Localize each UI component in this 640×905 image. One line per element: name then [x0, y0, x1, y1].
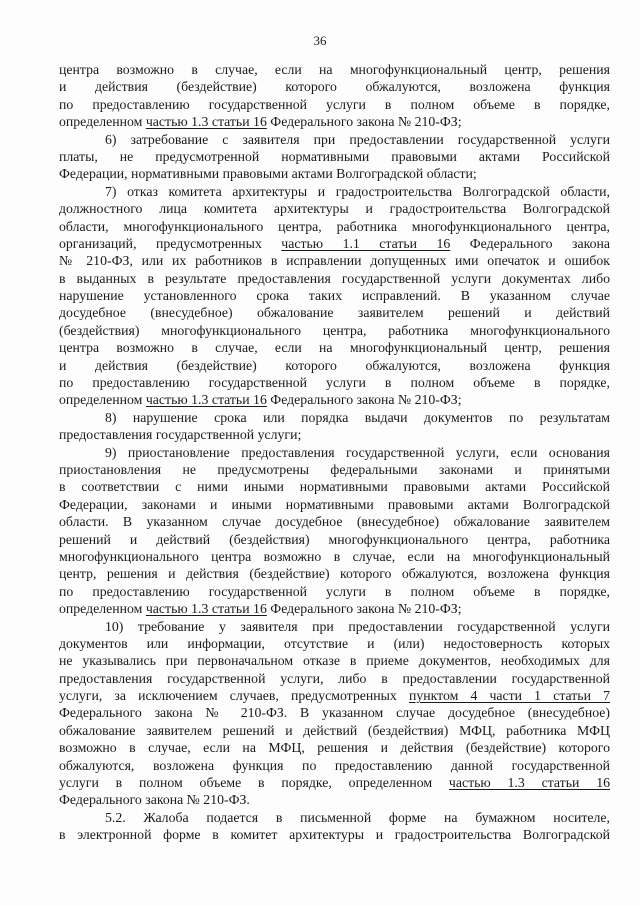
- text-span: Федерального закона № 210-ФЗ. В указанном случае досудебное (внесудебное): [59, 705, 610, 721]
- text-span: определенном: [59, 392, 146, 408]
- text-line: [59, 461, 610, 478]
- text-line: [59, 687, 610, 704]
- text-span: и действия (бездействие) которого обжалуются, возложена функция: [59, 79, 610, 95]
- law-reference-link[interactable]: пунктом 4 части 1 статьи 7: [408, 688, 610, 704]
- text-line: [59, 478, 610, 495]
- text-line: [59, 809, 610, 826]
- text-span: № 210-ФЗ, или их работников в исправлении допущенных ими опечаток и ошибок: [59, 253, 610, 269]
- text-span: обжалование заявителем решений и действий (бездействия) МФЦ, работника МФЦ: [59, 722, 610, 738]
- text-span: 5.2. Жалоба подается в письменной форме на бумажном носителе,: [105, 809, 610, 825]
- text-span: платы, не предусмотренной нормативными правовыми актами Российской: [59, 148, 610, 164]
- text-line: [59, 183, 610, 200]
- page-number: 36: [313, 33, 327, 48]
- text-line: [59, 444, 610, 461]
- text-line: [59, 148, 610, 165]
- text-line: [59, 531, 610, 548]
- text-span: по предоставлению государственной услуги в полном объеме в порядке,: [59, 583, 610, 599]
- text-line: [59, 652, 610, 669]
- text-span: приостановления не предусмотрены федеральными законами и принятыми: [59, 461, 610, 477]
- text-span: документов или информации, отсутствие и (или) недостоверность которых: [59, 635, 610, 651]
- text-line: [59, 722, 610, 739]
- text-span: не указывались при первоначальном отказе в приеме документов, необходимых для: [59, 653, 610, 669]
- text-span: предоставления государственной услуги, либо в предоставлении государственной: [59, 670, 610, 686]
- text-span: (бездействия) многофункционального центра, работника многофункционального: [59, 322, 610, 338]
- law-reference-link[interactable]: частью 1.3 статьи 16: [145, 114, 267, 130]
- text-span: центра возможно в случае, если на многофункциональный центр, решения: [59, 340, 610, 356]
- text-span: и действия (бездействие) которого обжалуются, возложена функция: [59, 357, 610, 373]
- text-span: организаций, предусмотренных: [59, 235, 282, 251]
- text-span: области. В указанном случае досудебное (внесудебное) обжалование заявителем: [59, 514, 610, 530]
- text-line: [59, 774, 610, 791]
- text-line: [59, 565, 610, 582]
- text-line: [59, 635, 610, 652]
- text-line: [59, 304, 610, 321]
- text-line: [59, 96, 610, 113]
- text-span: 8) нарушение срока или порядка выдачи документов по результатам: [105, 409, 610, 425]
- text-line: [59, 600, 610, 617]
- text-line: [59, 200, 610, 217]
- text-span: обжалуются, возложена функция по предоставлению данной государственной: [59, 757, 610, 773]
- text-span: 6) затребование с заявителя при предоставлении государственной услуги: [105, 131, 610, 147]
- text-span: должностного лица комитета архитектуры и градостроительства Волгоградской: [59, 201, 610, 217]
- text-span: центр, решения и действия (бездействие) которого обжалуются, возложена функция: [59, 566, 610, 582]
- law-reference-link[interactable]: частью 1.3 статьи 16: [145, 601, 267, 617]
- text-line: [59, 235, 610, 252]
- text-span: 7) отказ комитета архитектуры и градостроительства Волгоградской области,: [105, 183, 610, 199]
- text-line: [59, 165, 610, 182]
- text-line: [59, 704, 610, 721]
- text-line: [59, 757, 610, 774]
- text-span: в выданных в результате предоставления государственной услуги документах либо: [59, 270, 610, 286]
- text-span: решений и действий (бездействия) многофункционального центра, работника: [59, 531, 610, 547]
- text-line: [59, 426, 610, 443]
- text-line: [59, 287, 610, 304]
- text-line: [59, 739, 610, 756]
- text-span: центра возможно в случае, если на многофункциональный центр, решения: [59, 62, 610, 77]
- law-reference-link[interactable]: частью 1.3 статьи 16: [448, 775, 610, 791]
- text-span: определенном: [59, 114, 146, 130]
- text-line: [59, 670, 610, 687]
- text-line: [59, 61, 610, 78]
- text-line: [59, 78, 610, 95]
- text-line: [59, 218, 610, 235]
- text-span: Федерации, нормативными правовыми актами Волгоградской области;: [59, 166, 477, 182]
- text-span: нарушение установленного срока таких исправлений. В указанном случае: [59, 288, 610, 304]
- text-span: 10) требование у заявителя при предоставлении государственной услуги: [105, 618, 610, 634]
- text-span: Федерального закона № 210-ФЗ.: [59, 792, 250, 808]
- text-line: [59, 496, 610, 513]
- text-line: [59, 252, 610, 269]
- text-span: определенном: [59, 601, 146, 617]
- text-span: Федерации, законами и иными нормативными правовыми актами Волгоградской: [59, 496, 610, 512]
- document-body: [59, 61, 610, 844]
- text-span: услуги в полном объеме в порядке, определенном: [59, 775, 449, 791]
- text-line: [59, 618, 610, 635]
- text-line: [59, 374, 610, 391]
- text-span: предоставления государственной услуги;: [59, 427, 302, 443]
- text-line: [59, 791, 610, 808]
- text-span: Федерального закона № 210-ФЗ;: [266, 601, 462, 617]
- text-line: [59, 270, 610, 287]
- text-span: многофункционального центра возможно в случае, если на многофункциональный: [59, 548, 610, 564]
- text-span: по предоставлению государственной услуги в полном объеме в порядке,: [59, 96, 610, 112]
- text-line: [59, 131, 610, 148]
- text-line: [59, 113, 610, 130]
- text-span: услуги, за исключением случаев, предусмотренных: [59, 688, 409, 704]
- text-span: по предоставлению государственной услуги в полном объеме в порядке,: [59, 375, 610, 391]
- text-line: [59, 513, 610, 530]
- text-span: Федерального закона № 210-ФЗ;: [266, 114, 462, 130]
- text-span: 9) приостановление предоставления государственной услуги, если основания: [105, 444, 610, 460]
- text-line: [59, 322, 610, 339]
- text-line: [59, 357, 610, 374]
- text-span: Федерального закона № 210-ФЗ;: [266, 392, 462, 408]
- text-span: области, многофункционального центра, работника многофункционального центра,: [59, 218, 610, 234]
- text-span: возможно в случае, если на МФЦ, решения и действия (бездействие) которого: [59, 740, 610, 756]
- text-span: досудебное (внесудебное) обжалование заявителем решений и действий: [59, 305, 610, 321]
- text-line: [59, 826, 610, 843]
- text-line: [59, 409, 610, 426]
- law-reference-link[interactable]: частью 1.3 статьи 16: [145, 392, 267, 408]
- text-line: [59, 339, 610, 356]
- text-line: [59, 391, 610, 408]
- text-span: в электронной форме в комитет архитектуры и градостроительства Волгоградской: [59, 827, 610, 843]
- text-line: [59, 583, 610, 600]
- text-span: Федерального закона: [450, 235, 610, 251]
- text-line: [59, 548, 610, 565]
- law-reference-link[interactable]: частью 1.1 статьи 16: [281, 235, 451, 251]
- text-span: в соответствии с ними иными нормативными правовыми актами Российской: [59, 479, 610, 495]
